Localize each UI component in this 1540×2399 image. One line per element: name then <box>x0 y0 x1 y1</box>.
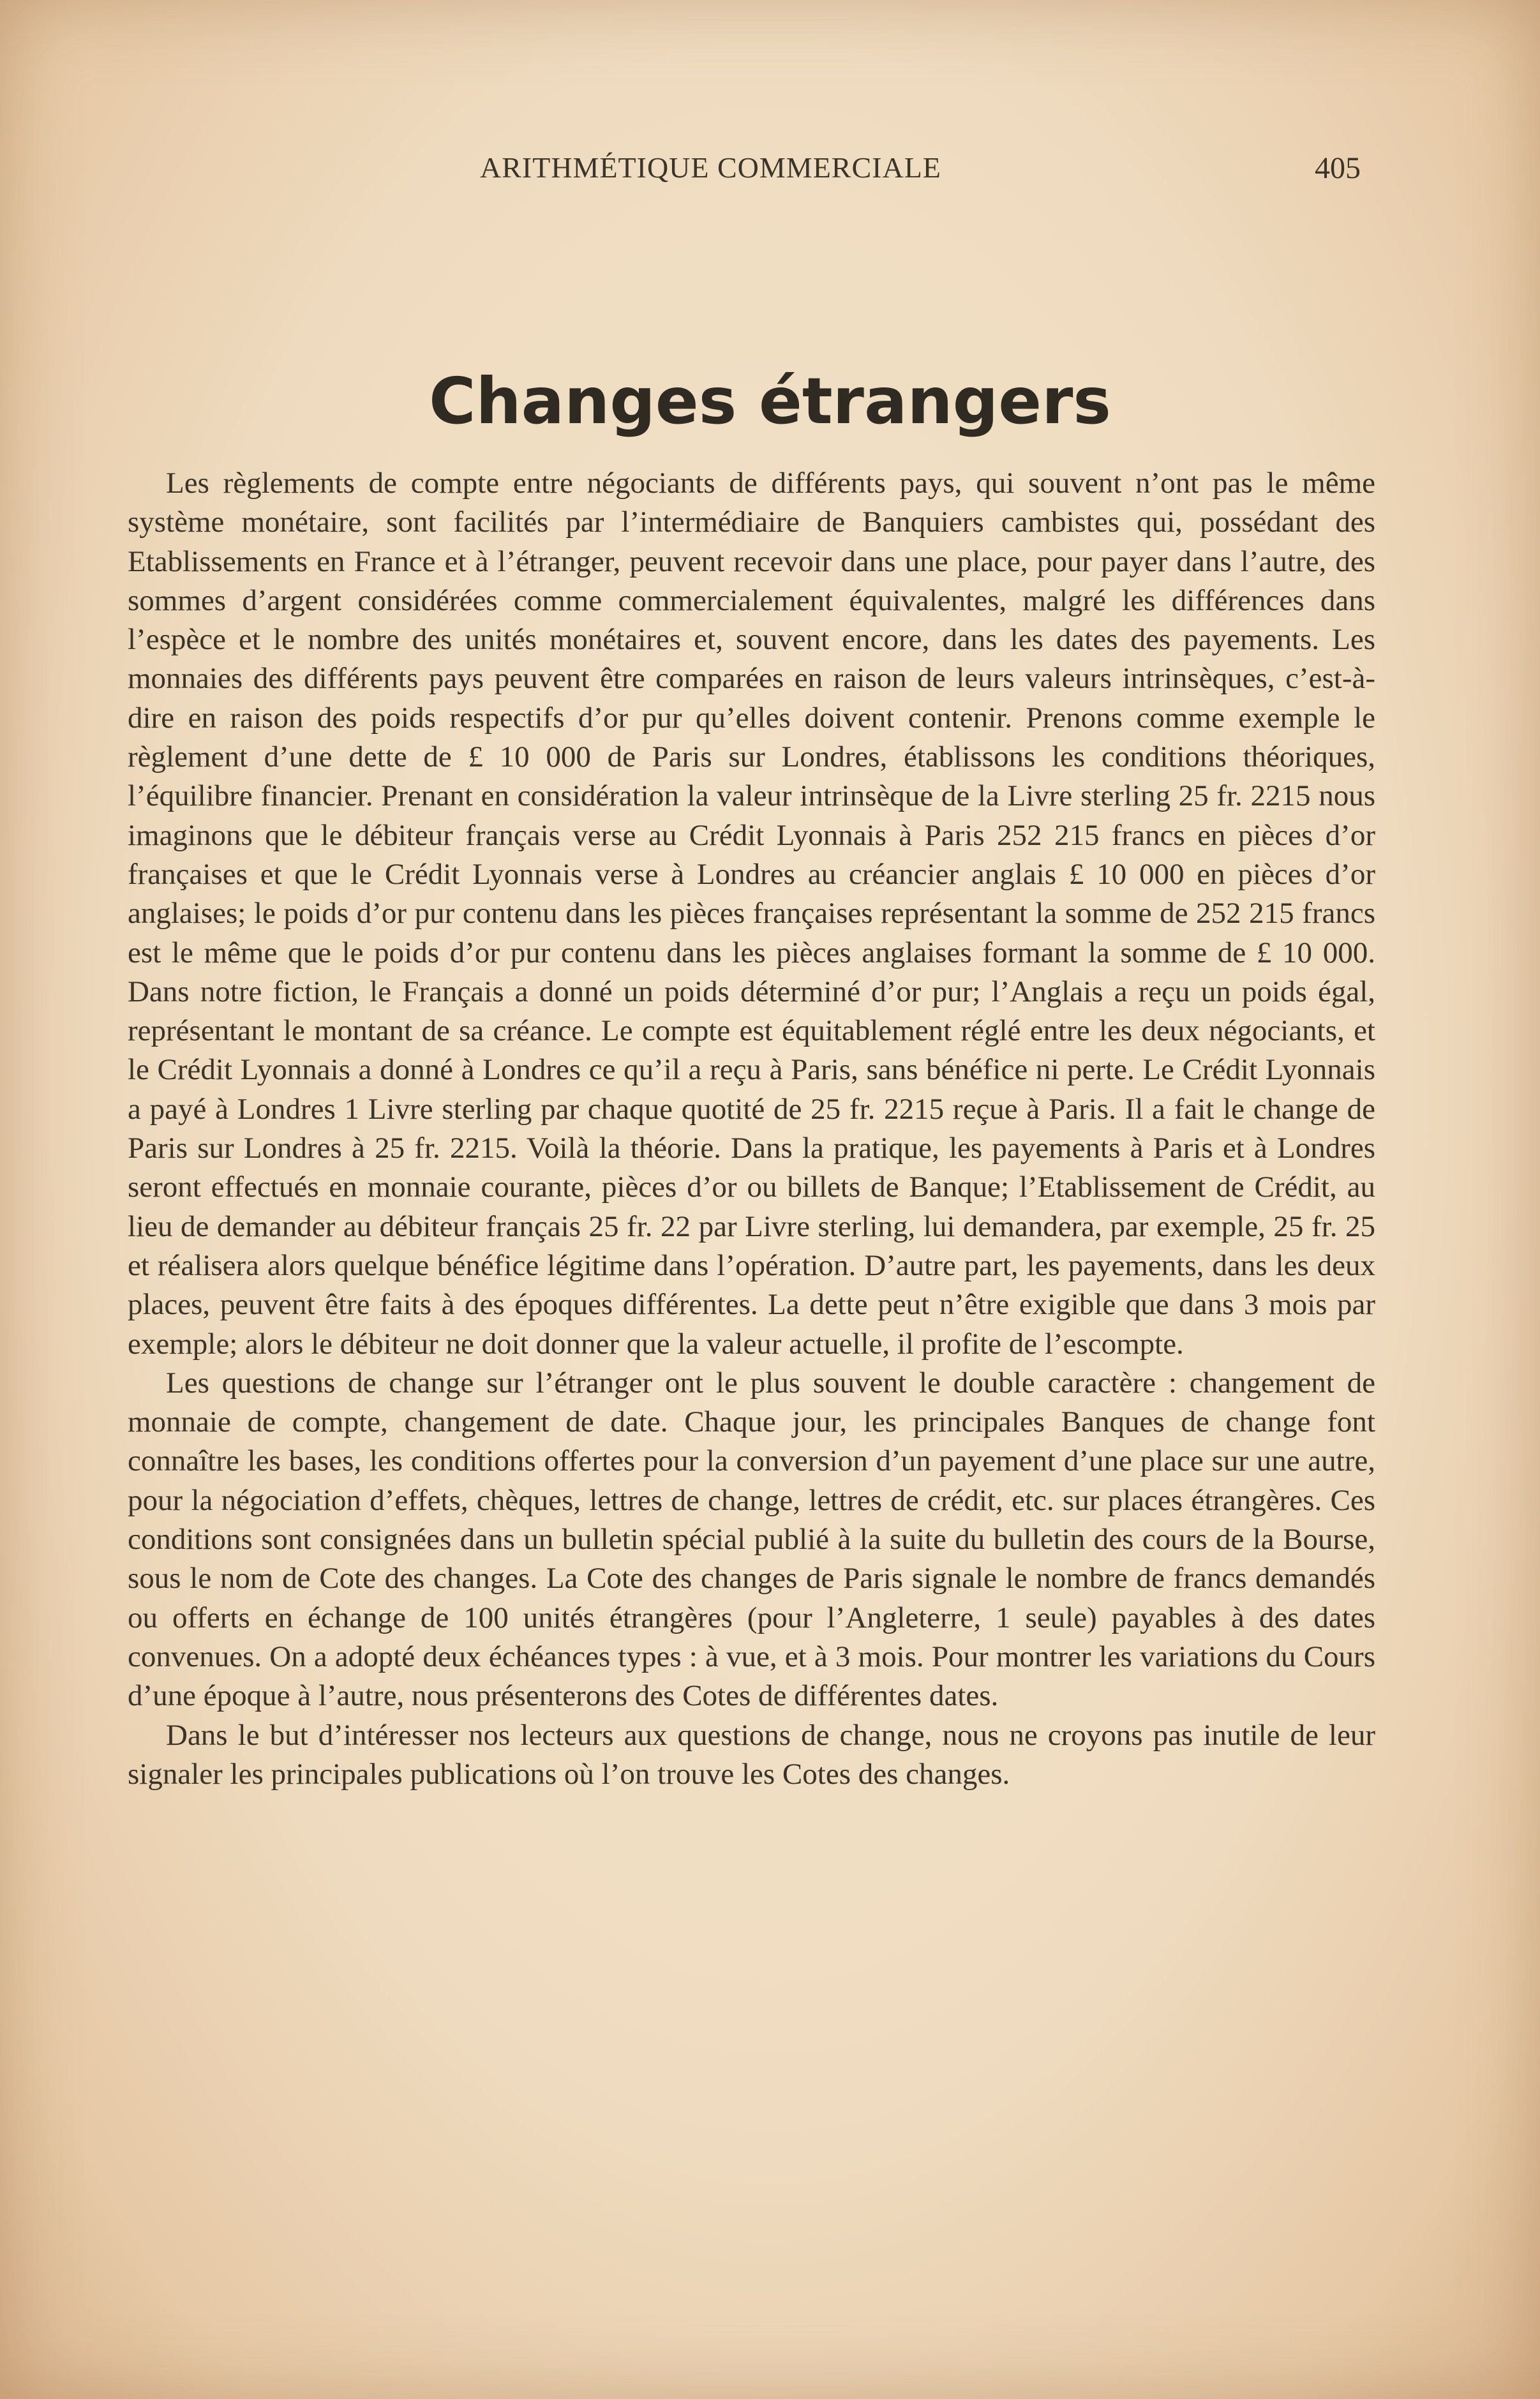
body-text <box>128 464 1375 1794</box>
running-header <box>0 151 1540 189</box>
running-title: ARITHMÉTIQUE COMMERCIALE <box>480 151 941 184</box>
page-number: 405 <box>1315 151 1361 185</box>
paragraph: Dans le but d’intéresser nos lecteurs aux questions de change, nous ne croyons pas inutile de leur signaler les principales publications où l’on trouve les Cotes des changes. <box>128 1718 1375 1791</box>
paragraph: Les questions de change sur l’étranger ont le plus souvent le double caractère : changement de monnaie de compte, changement de date. Chaque jour, les principales Banques de change font connaître les bases, les conditions offertes pour la conversion d’un payement d’une place sur une autre, pour la négociation d’effets, chèques, lettres de change, lettres de crédit, etc. sur places étrangères. Ces conditions sont consignées dans un bulletin spécial publié à la suite du bulletin des cours de la Bourse, sous le nom de Cote des changes. La Cote des changes de Paris signale le nombre de francs demandés ou offerts en échange de 100 unités étrangères (pour l’Angleterre, 1 seule) payables à des dates convenues. On a adopté deux échéances types : à vue, et à 3 mois. Pour montrer les variations du Cours d’une époque à l’autre, nous présenterons des Cotes de différentes dates. <box>128 1366 1375 1713</box>
paragraph: Les règlements de compte entre négociants de différents pays, qui souvent n’ont pas le même système monétaire, sont facilités par l’intermédiaire de Banquiers cambistes qui, possédant des Etablissements en France et à l’étranger, peuvent recevoir dans une place, pour payer dans l’autre, des sommes d’argent considérées comme commercialement équivalentes, malgré les différences dans l’espèce et le nombre des unités monétaires et, souvent encore, dans les dates des payements. Les monnaies des différents pays peuvent être comparées en raison de leurs valeurs intrinsèques, c’est-à-dire en raison des poids respectifs d’or pur qu’elles doivent contenir. Prenons comme exemple le règlement d’une dette de £ 10 000 de Paris sur Londres, établissons les conditions théoriques, l’équilibre financier. Prenant en considération la valeur intrinsèque de la Livre sterling 25 fr. 2215 nous imaginons que le débiteur français verse au Crédit Lyonnais à Paris 252 215 francs en pièces d’or françaises et que le Crédit Lyonnais verse à Londres au créancier anglais £ 10 000 en pièces d’or anglaises; le poids d’or pur contenu dans les pièces françaises représentant la somme de 252 215 francs est le même que le poids d’or pur contenu dans les pièces anglaises formant la somme de £ 10 000. Dans notre fiction, le Français a donné un poids déterminé d’or pur; l’Anglais a reçu un poids égal, représentant le montant de sa créance. Le compte est équitablement réglé entre les deux négociants, et le Crédit Lyonnais a donné à Londres ce qu’il a reçu à Paris, sans bénéfice ni perte. Le Crédit Lyonnais a payé à Londres 1 Livre sterling par chaque quotité de 25 fr. 2215 reçue à Paris. Il a fait le change de Paris sur Londres à 25 fr. 2215. Voilà la théorie. Dans la pratique, les payements à Paris et à Londres seront effectués en monnaie courante, pièces d’or ou billets de Banque; l’Etablissement de Crédit, au lieu de demander au débiteur français 25 fr. 22 par Livre sterling, lui demandera, par exemple, 25 fr. 25 et réalisera alors quelque bénéfice légitime dans l’opération. D’autre part, les payements, dans les deux places, peuvent être faits à des époques différentes. La dette peut n’être exigible que dans 3 mois par exemple; alors le débiteur ne doit donner que la valeur actuelle, il profite de l’escompte. <box>128 467 1375 1361</box>
section-title: Changes étrangers <box>429 364 1111 438</box>
